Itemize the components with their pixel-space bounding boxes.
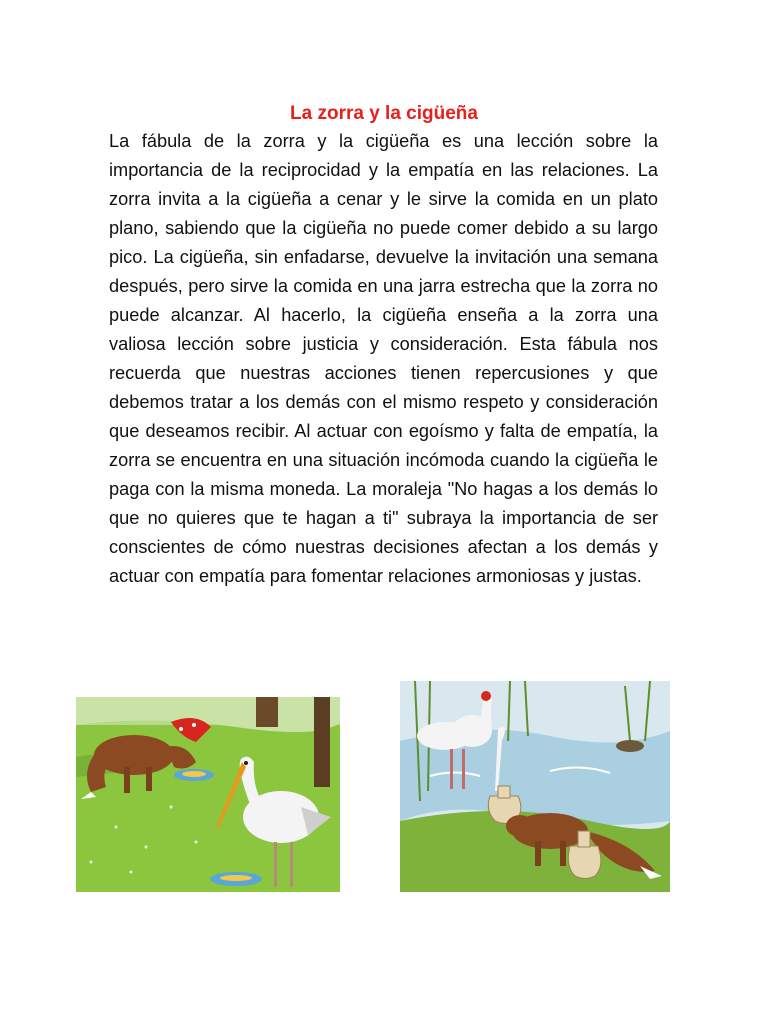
- stork-jar-pond-illustration: [400, 681, 670, 892]
- fox-stork-plate-illustration: [76, 697, 340, 892]
- page-title: La zorra y la cigüeña: [290, 102, 478, 124]
- fable-paragraph: La fábula de la zorra y la cigüeña es una lección sobre la importancia de la reciprocidad y la empatía en las relaciones. La zorra invita a la cigüeña a cenar y le sirve la comida en un plato plano, sabiendo que la cigüeña no puede comer debido a su largo pico. La cigüeña, sin enfadarse, devuelve la invitación una semana después, pero sirve la comida en una jarra estrecha que la zorra no puede alcanzar. Al hacerlo, la cigüeña enseña a la zorra una valiosa lección sobre justicia y consideración. Esta fábula nos recuerda que nuestras acciones tienen repercusiones y que debemos tratar a los demás con el mismo respeto y consideración que deseamos recibir. Al actuar con egoísmo y falta de empatía, la zorra se encuentra en una situación incómoda cuando la cigüeña le paga con la misma moneda. La moraleja "No hagas a los demás lo que no quieres que te hagan a ti" subraya la importancia de ser conscientes de cómo nuestras decisiones afectan a los demás y actuar con empatía para fomentar relaciones armoniosas y justas.: [109, 131, 658, 586]
